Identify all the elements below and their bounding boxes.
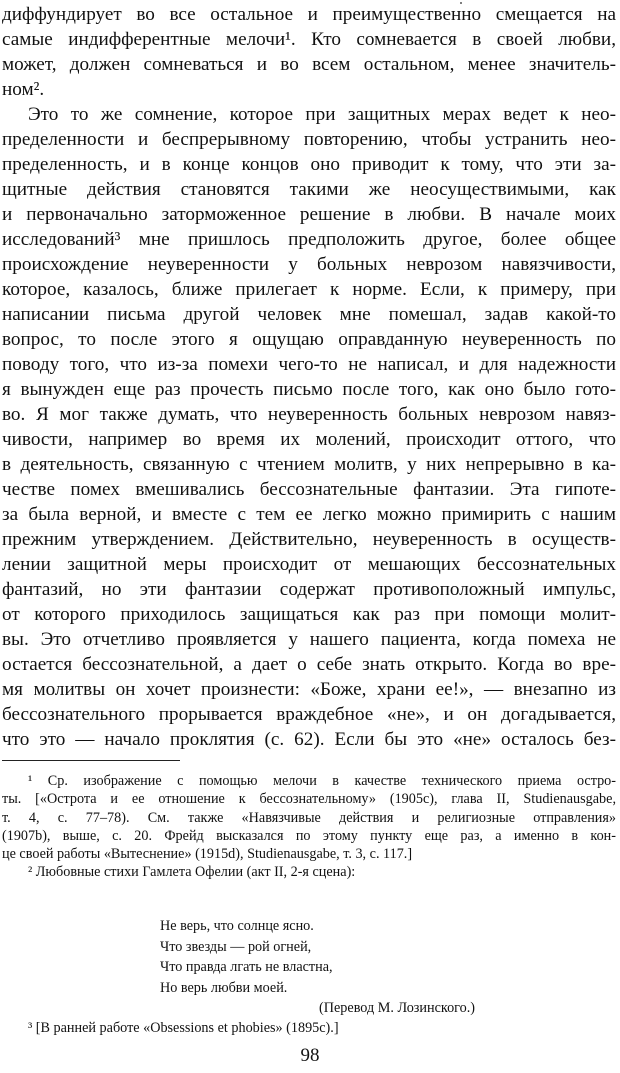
- text-line: лении защитной меры происходит от мешающих бессознательных: [2, 554, 616, 575]
- text-line: чивости, например во время их молений, происходит оттого, что: [2, 429, 616, 450]
- text-line: за была верной, и вместе с тем ее легко можно примирить с нашим: [2, 504, 616, 525]
- poem-line: Но верь любви моей.: [160, 979, 288, 996]
- footnote-line: ты. [«Острота и ее отношение к бессознательному» (1905c), глава II, Studienausgabe,: [2, 791, 616, 808]
- text-line: пределенность, и в конце концов оно приводит к тому, что эти за-: [2, 154, 616, 175]
- text-line: прежним утверждением. Действительно, неуверенность в осуществ-: [2, 529, 616, 550]
- text-line: в деятельность, связанную с чтением молитв, у них непрерывно в ка-: [2, 454, 616, 475]
- text-line: написании письма другой человек мне помешал, задав какой-то: [2, 304, 616, 325]
- text-line: остается бессознательной, а дает о себе знать открыто. Когда во вре-: [2, 654, 616, 675]
- poem-line: Не верь, что солнце ясно.: [160, 918, 314, 934]
- footnote-line: т. 4, с. 77–78). См. также «Навязчивые действия и религиозные отправления»: [2, 809, 616, 826]
- text-line: которое, казалось, ближе прилегает к норме. Если, к примеру, при: [2, 279, 616, 300]
- text-line: во. Я мог также думать, что неуверенность больных неврозом навяз-: [2, 404, 616, 425]
- text-line: честве помех вмешивались бессознательные фантазии. Эта гипоте-: [2, 479, 616, 500]
- text-line: щитные действия становятся такими же неосуществимыми, как: [2, 179, 616, 200]
- text-line: что это — начало проклятия (с. 62). Если бы это «не» осталось без-: [2, 729, 616, 750]
- text-line: фантазий, но эти фантазии содержат противоположный импульс,: [2, 579, 616, 600]
- text-line: Это то же сомнение, которое при защитных мерах ведет к нео-: [28, 104, 616, 125]
- text-line: пределенности и беспрерывному повторению, чтобы устранить нео-: [2, 129, 616, 150]
- text-line: я вынужден еще раз прочесть письмо после того, как оно было гото-: [2, 379, 616, 400]
- footnote-line: ³ [В ранней работе «Obsessions et phobies» (1895c).]: [28, 1020, 339, 1036]
- text-line: мя молитвы он хочет произнести: «Боже, храни ее!», — внезапно из: [2, 679, 616, 700]
- footnote-line: (1907b), выше, с. 20. Фрейд высказался по этому пункту еще раз, а именно в кон-: [2, 827, 616, 844]
- main-text: [2, 2, 616, 752]
- text-line: может, должен сомневаться и во всем остальном, менее значитель-: [2, 54, 616, 75]
- text-line: бессознательного прорывается враждебное «не», и он догадывается,: [2, 704, 616, 725]
- poem-attribution: (Перевод М. Лозинского.): [319, 1000, 475, 1016]
- page-number: 98: [300, 1045, 320, 1066]
- footnote-line: це своей работы «Вытеснение» (1915d), Studienausgabe, т. 3, с. 117.]: [2, 846, 413, 863]
- text-line: от которого приходилось защищаться как раз при помощи молит-: [2, 604, 616, 625]
- text-line: происхождение неуверенности у больных неврозом навязчивости,: [2, 254, 616, 275]
- poem-quote: [160, 916, 490, 1019]
- footnotes: [2, 772, 616, 882]
- text-line: и первоначально заторможенное решение в любви. В начале моих: [2, 204, 616, 225]
- text-line: самые индифферентные мелочи¹. Кто сомневается в своей любви,: [2, 29, 616, 50]
- footnote-line: ² Любовные стихи Гамлета Офелии (акт II, 2-я сцена):: [28, 864, 356, 881]
- poem-line: Что правда лгать не властна,: [160, 959, 333, 975]
- text-line: диффундирует во все остальное и преимущественно смещается на: [2, 4, 616, 25]
- text-line: ном².: [2, 79, 45, 100]
- poem-line: Что звезды — рой огней,: [160, 938, 312, 955]
- footnote-line: ¹ Ср. изображение с помощью мелочи в качестве технического приема остро-: [28, 773, 616, 789]
- text-line: исследований³ мне пришлось предположить другое, более общее: [2, 229, 616, 250]
- text-line: вопрос, то после этого я ощущаю оправданную неуверенность по: [2, 329, 616, 350]
- text-line: вы. Это отчетливо проявляется у нашего пациента, когда помеха не: [2, 629, 616, 650]
- footnote-separator: [2, 760, 180, 761]
- text-line: поводу того, что из-за помехи чего-то не написал, и для надежности: [2, 354, 616, 375]
